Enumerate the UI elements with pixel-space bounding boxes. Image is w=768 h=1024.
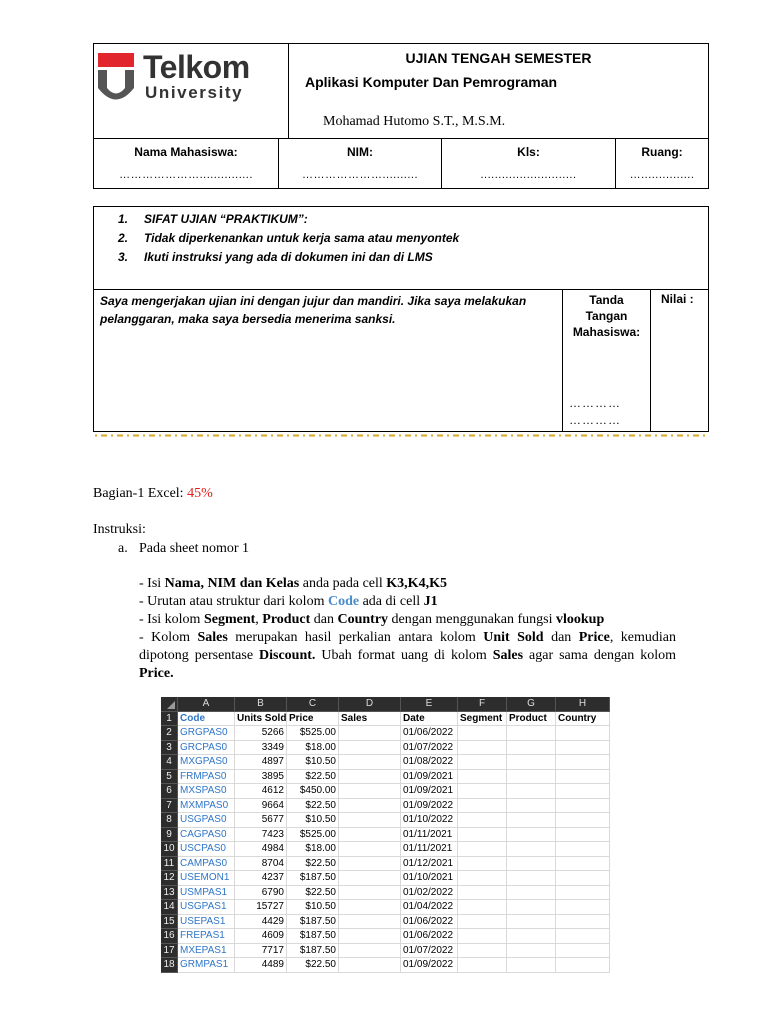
logo-word-university: University: [145, 83, 244, 102]
cell-sales[interactable]: [339, 915, 401, 930]
instruction-item-a: a. Pada sheet nomor 1: [118, 541, 250, 556]
column-header-a[interactable]: A: [178, 697, 235, 712]
signature-cell[interactable]: [563, 290, 651, 431]
field-kls[interactable]: [442, 139, 616, 188]
cell-code[interactable]: GRGPAS0: [178, 726, 235, 741]
cell-product[interactable]: [507, 755, 556, 770]
table-row: [161, 741, 610, 756]
cell-segment[interactable]: [458, 842, 507, 857]
cell-units-sold[interactable]: 4609: [235, 929, 287, 944]
cell-product[interactable]: [507, 886, 556, 901]
cell-date[interactable]: 01/10/2022: [401, 813, 458, 828]
cell-code[interactable]: USEPAS1: [178, 915, 235, 930]
cell-units-sold[interactable]: 4612: [235, 784, 287, 799]
field-nim[interactable]: [279, 139, 442, 188]
row-number[interactable]: 7: [161, 799, 178, 814]
decorative-divider: [95, 434, 707, 437]
cell-product[interactable]: [507, 741, 556, 756]
table-row: [161, 755, 610, 770]
cell-price[interactable]: $22.50: [287, 799, 339, 814]
cell-sales[interactable]: [339, 726, 401, 741]
cell-code[interactable]: MXEPAS1: [178, 944, 235, 959]
exam-title: UJIAN TENGAH SEMESTER: [405, 50, 592, 66]
score-label: Nilai :: [661, 292, 694, 306]
cell-code[interactable]: USCPAS0: [178, 842, 235, 857]
cell-sales[interactable]: [339, 813, 401, 828]
instruction-bullet-4: - Kolom Sales merupakan hasil perkalian antara kolom Unit Sold dan Price, kemudian dipotong persentase Discount. Ubah format uang di kolom Sales agar sama dengan kolom Price.: [139, 630, 676, 681]
cell-date[interactable]: 01/08/2022: [401, 755, 458, 770]
field-ruang[interactable]: [616, 139, 708, 188]
cell-segment[interactable]: [458, 871, 507, 886]
row-number[interactable]: 6: [161, 784, 178, 799]
row-number[interactable]: 8: [161, 813, 178, 828]
cell-code[interactable]: CAGPAS0: [178, 828, 235, 843]
cell-units-sold[interactable]: 8704: [235, 857, 287, 872]
cell-segment[interactable]: [458, 915, 507, 930]
row-number[interactable]: 10: [161, 842, 178, 857]
cell-product[interactable]: [507, 929, 556, 944]
cell-country[interactable]: [556, 755, 610, 770]
cell-price[interactable]: $10.50: [287, 813, 339, 828]
cell-sales[interactable]: [339, 741, 401, 756]
telkom-logo-icon: [98, 53, 134, 103]
row-number[interactable]: 12: [161, 871, 178, 886]
signature-label-3: Mahasiswa:: [572, 325, 641, 339]
table-row: [161, 929, 610, 944]
cell-code[interactable]: MXGPAS0: [178, 755, 235, 770]
table-row: [161, 900, 610, 915]
instructions-heading: Instruksi:: [93, 522, 146, 537]
cell-price[interactable]: $18.00: [287, 741, 339, 756]
cell-country[interactable]: [556, 929, 610, 944]
cell-units-sold[interactable]: 4897: [235, 755, 287, 770]
cell-code[interactable]: USGPAS0: [178, 813, 235, 828]
cell-units-sold[interactable]: 5266: [235, 726, 287, 741]
table-row: [161, 813, 610, 828]
cell-country[interactable]: [556, 871, 610, 886]
cell-sales[interactable]: [339, 755, 401, 770]
cell-code[interactable]: USMPAS1: [178, 886, 235, 901]
cell-units-sold[interactable]: 4237: [235, 871, 287, 886]
logo-word-telkom: Telkom: [143, 49, 250, 85]
table-row: [161, 857, 610, 872]
cell-price[interactable]: $22.50: [287, 857, 339, 872]
cell-units-sold[interactable]: 7717: [235, 944, 287, 959]
cell-country[interactable]: [556, 726, 610, 741]
cell-units-sold[interactable]: 4984: [235, 842, 287, 857]
signature-label-2: Tangan: [585, 309, 628, 323]
row-number[interactable]: 4: [161, 755, 178, 770]
cell-product[interactable]: [507, 944, 556, 959]
field-nim-dots: …………………..........: [301, 169, 419, 181]
rules-list-cell: [94, 207, 708, 290]
cell-sales[interactable]: [339, 770, 401, 785]
header-cell-product[interactable]: Product: [507, 712, 556, 727]
table-row: [161, 915, 610, 930]
cell-segment[interactable]: [458, 900, 507, 915]
student-info-row: [94, 138, 708, 188]
row-number[interactable]: 14: [161, 900, 178, 915]
cell-code[interactable]: USGPAS1: [178, 900, 235, 915]
logo-cell: [94, 44, 289, 138]
rules-list: [118, 210, 708, 267]
cell-product[interactable]: [507, 813, 556, 828]
instruction-bullet-3: - Isi kolom Segment, Product dan Country dengan menggunakan fungsi vlookup: [139, 612, 605, 627]
cell-segment[interactable]: [458, 799, 507, 814]
cell-date[interactable]: 01/09/2022: [401, 958, 458, 973]
cell-country[interactable]: [556, 770, 610, 785]
field-ruang-label: Ruang:: [641, 145, 683, 159]
cell-date[interactable]: 01/11/2021: [401, 828, 458, 843]
header-cell-country[interactable]: Country: [556, 712, 610, 727]
cell-segment[interactable]: [458, 944, 507, 959]
column-header-g[interactable]: G: [507, 697, 556, 712]
cell-price[interactable]: $525.00: [287, 828, 339, 843]
instruction-bullet-1: - Isi Nama, NIM dan Kelas anda pada cell K3,K4,K5: [139, 576, 447, 591]
table-row: [161, 712, 610, 727]
cell-country[interactable]: [556, 842, 610, 857]
row-number[interactable]: 11: [161, 857, 178, 872]
cell-segment[interactable]: [458, 813, 507, 828]
header-cell-segment[interactable]: Segment: [458, 712, 507, 727]
instruction-bullet-2: - Urutan atau struktur dari kolom Code ada di cell J1: [139, 594, 438, 609]
cell-price[interactable]: $22.50: [287, 958, 339, 973]
cell-units-sold[interactable]: 4489: [235, 958, 287, 973]
cell-country[interactable]: [556, 784, 610, 799]
cell-product[interactable]: [507, 770, 556, 785]
row-number[interactable]: 13: [161, 886, 178, 901]
cell-product[interactable]: [507, 726, 556, 741]
cell-segment[interactable]: [458, 958, 507, 973]
column-header-row: [161, 697, 610, 712]
cell-code[interactable]: CAMPAS0: [178, 857, 235, 872]
cell-date[interactable]: 01/11/2021: [401, 842, 458, 857]
cell-sales[interactable]: [339, 958, 401, 973]
cell-price[interactable]: $22.50: [287, 886, 339, 901]
rule-item: 2. Tidak diperkenankan untuk kerja sama atau menyontek: [118, 231, 460, 245]
cell-price[interactable]: $22.50: [287, 770, 339, 785]
cell-date[interactable]: 01/09/2022: [401, 799, 458, 814]
cell-sales[interactable]: [339, 886, 401, 901]
header-cell-sales[interactable]: Sales: [339, 712, 401, 727]
cell-code[interactable]: USEMON1: [178, 871, 235, 886]
cell-date[interactable]: 01/12/2021: [401, 857, 458, 872]
cell-country[interactable]: [556, 886, 610, 901]
cell-price[interactable]: $187.50: [287, 929, 339, 944]
honesty-pledge: Saya mengerjakan ujian ini dengan jujur dan mandiri. Jika saya melakukan pelanggaran, maka saya bersedia menerima sanksi.: [94, 290, 563, 431]
cell-price[interactable]: $10.50: [287, 900, 339, 915]
cell-sales[interactable]: [339, 842, 401, 857]
cell-sales[interactable]: [339, 929, 401, 944]
cell-segment[interactable]: [458, 755, 507, 770]
cell-product[interactable]: [507, 958, 556, 973]
field-nama[interactable]: [94, 139, 279, 188]
cell-sales[interactable]: [339, 799, 401, 814]
cell-product[interactable]: [507, 799, 556, 814]
cell-price[interactable]: $187.50: [287, 871, 339, 886]
field-nim-label: NIM:: [347, 145, 373, 159]
cell-price[interactable]: $525.00: [287, 726, 339, 741]
table-row: [161, 958, 610, 973]
field-nama-label: Nama Mahasiswa:: [134, 145, 238, 159]
cell-code[interactable]: FREPAS1: [178, 929, 235, 944]
cell-segment[interactable]: [458, 784, 507, 799]
cell-code[interactable]: MXSPAS0: [178, 784, 235, 799]
cell-segment[interactable]: [458, 726, 507, 741]
cell-date[interactable]: 01/06/2022: [401, 726, 458, 741]
cell-country[interactable]: [556, 741, 610, 756]
cell-segment[interactable]: [458, 929, 507, 944]
cell-country[interactable]: [556, 958, 610, 973]
cell-country[interactable]: [556, 813, 610, 828]
cell-product[interactable]: [507, 842, 556, 857]
cell-date[interactable]: 01/06/2022: [401, 915, 458, 930]
cell-segment[interactable]: [458, 857, 507, 872]
rule-item: 1. SIFAT UJIAN “PRAKTIKUM”:: [118, 212, 308, 226]
select-all-corner[interactable]: [161, 697, 178, 712]
field-kls-label: Kls:: [517, 145, 540, 159]
cell-country[interactable]: [556, 944, 610, 959]
header-cell-units-sold[interactable]: Units Sold: [235, 712, 287, 727]
cell-price[interactable]: $187.50: [287, 915, 339, 930]
row-number[interactable]: 17: [161, 944, 178, 959]
field-ruang-dots: …...............: [629, 169, 695, 181]
cell-date[interactable]: 01/06/2022: [401, 929, 458, 944]
cell-segment[interactable]: [458, 770, 507, 785]
cell-date[interactable]: 01/07/2022: [401, 741, 458, 756]
exam-rules-box: [93, 206, 709, 432]
cell-units-sold[interactable]: 5677: [235, 813, 287, 828]
cell-product[interactable]: [507, 828, 556, 843]
cell-price[interactable]: $187.50: [287, 944, 339, 959]
field-kls-dots: ...........................: [480, 169, 577, 181]
column-header-c[interactable]: C: [287, 697, 339, 712]
cell-price[interactable]: $450.00: [287, 784, 339, 799]
cell-code[interactable]: MXMPAS0: [178, 799, 235, 814]
section-weight: 45%: [187, 486, 213, 501]
cell-units-sold[interactable]: 3895: [235, 770, 287, 785]
cell-product[interactable]: [507, 857, 556, 872]
cell-units-sold[interactable]: 6790: [235, 886, 287, 901]
cell-country[interactable]: [556, 828, 610, 843]
cell-product[interactable]: [507, 871, 556, 886]
row-number[interactable]: 15: [161, 915, 178, 930]
cell-sales[interactable]: [339, 900, 401, 915]
select-all-icon: [167, 701, 175, 709]
column-header-h[interactable]: H: [556, 697, 610, 712]
field-nama-dots: …………………...............: [119, 169, 253, 181]
cell-price[interactable]: $18.00: [287, 842, 339, 857]
section-heading: Bagian-1 Excel: 45%: [93, 486, 213, 501]
table-row: [161, 842, 610, 857]
column-header-b[interactable]: B: [235, 697, 287, 712]
cell-country[interactable]: [556, 799, 610, 814]
cell-segment[interactable]: [458, 828, 507, 843]
course-name: Aplikasi Komputer Dan Pemrograman: [305, 74, 558, 90]
cell-sales[interactable]: [339, 871, 401, 886]
cell-product[interactable]: [507, 915, 556, 930]
header-cell-price[interactable]: Price: [287, 712, 339, 727]
column-header-e[interactable]: E: [401, 697, 458, 712]
rule-item: 3. Ikuti instruksi yang ada di dokumen ini dan di LMS: [118, 250, 433, 264]
cell-code[interactable]: FRMPAS0: [178, 770, 235, 785]
cell-date[interactable]: 01/10/2021: [401, 871, 458, 886]
cell-code[interactable]: GRMPAS1: [178, 958, 235, 973]
cell-sales[interactable]: [339, 784, 401, 799]
table-row: [161, 886, 610, 901]
row-number[interactable]: 16: [161, 929, 178, 944]
lecturer-name: Mohamad Hutomo S.T., M.S.M.: [323, 114, 506, 129]
row-number[interactable]: 18: [161, 958, 178, 973]
cell-code[interactable]: GRCPAS0: [178, 741, 235, 756]
pledge-row: [94, 290, 708, 431]
header-cell-code[interactable]: Code: [178, 712, 235, 727]
row-number[interactable]: 3: [161, 741, 178, 756]
exam-header: [93, 43, 709, 189]
table-row: [161, 770, 610, 785]
cell-country[interactable]: [556, 857, 610, 872]
table-row: [161, 828, 610, 843]
row-number[interactable]: 2: [161, 726, 178, 741]
table-row: [161, 871, 610, 886]
header-cell-date[interactable]: Date: [401, 712, 458, 727]
cell-sales[interactable]: [339, 857, 401, 872]
cell-sales[interactable]: [339, 828, 401, 843]
cell-country[interactable]: [556, 900, 610, 915]
table-row: [161, 799, 610, 814]
cell-price[interactable]: $10.50: [287, 755, 339, 770]
row-number[interactable]: 5: [161, 770, 178, 785]
cell-product[interactable]: [507, 784, 556, 799]
title-cell: [289, 44, 708, 138]
row-number[interactable]: 9: [161, 828, 178, 843]
cell-date[interactable]: 01/09/2021: [401, 770, 458, 785]
row-number[interactable]: 1: [161, 712, 178, 727]
cell-units-sold[interactable]: 15727: [235, 900, 287, 915]
cell-units-sold[interactable]: 7423: [235, 828, 287, 843]
cell-units-sold[interactable]: 9664: [235, 799, 287, 814]
cell-date[interactable]: 01/07/2022: [401, 944, 458, 959]
table-row: [161, 784, 610, 799]
cell-date[interactable]: 01/02/2022: [401, 886, 458, 901]
table-row: [161, 944, 610, 959]
cell-sales[interactable]: [339, 944, 401, 959]
signature-label-1: Tanda: [589, 293, 624, 307]
cell-segment[interactable]: [458, 886, 507, 901]
cell-date[interactable]: 01/04/2022: [401, 900, 458, 915]
column-header-d[interactable]: D: [339, 697, 401, 712]
cell-units-sold[interactable]: 4429: [235, 915, 287, 930]
cell-units-sold[interactable]: 3349: [235, 741, 287, 756]
cell-product[interactable]: [507, 900, 556, 915]
cell-segment[interactable]: [458, 741, 507, 756]
signature-dots: ………… …………: [569, 396, 621, 427]
excel-sheet-screenshot: [161, 697, 610, 980]
cell-date[interactable]: 01/09/2021: [401, 784, 458, 799]
cell-country[interactable]: [556, 915, 610, 930]
column-header-f[interactable]: F: [458, 697, 507, 712]
table-row: [161, 726, 610, 741]
